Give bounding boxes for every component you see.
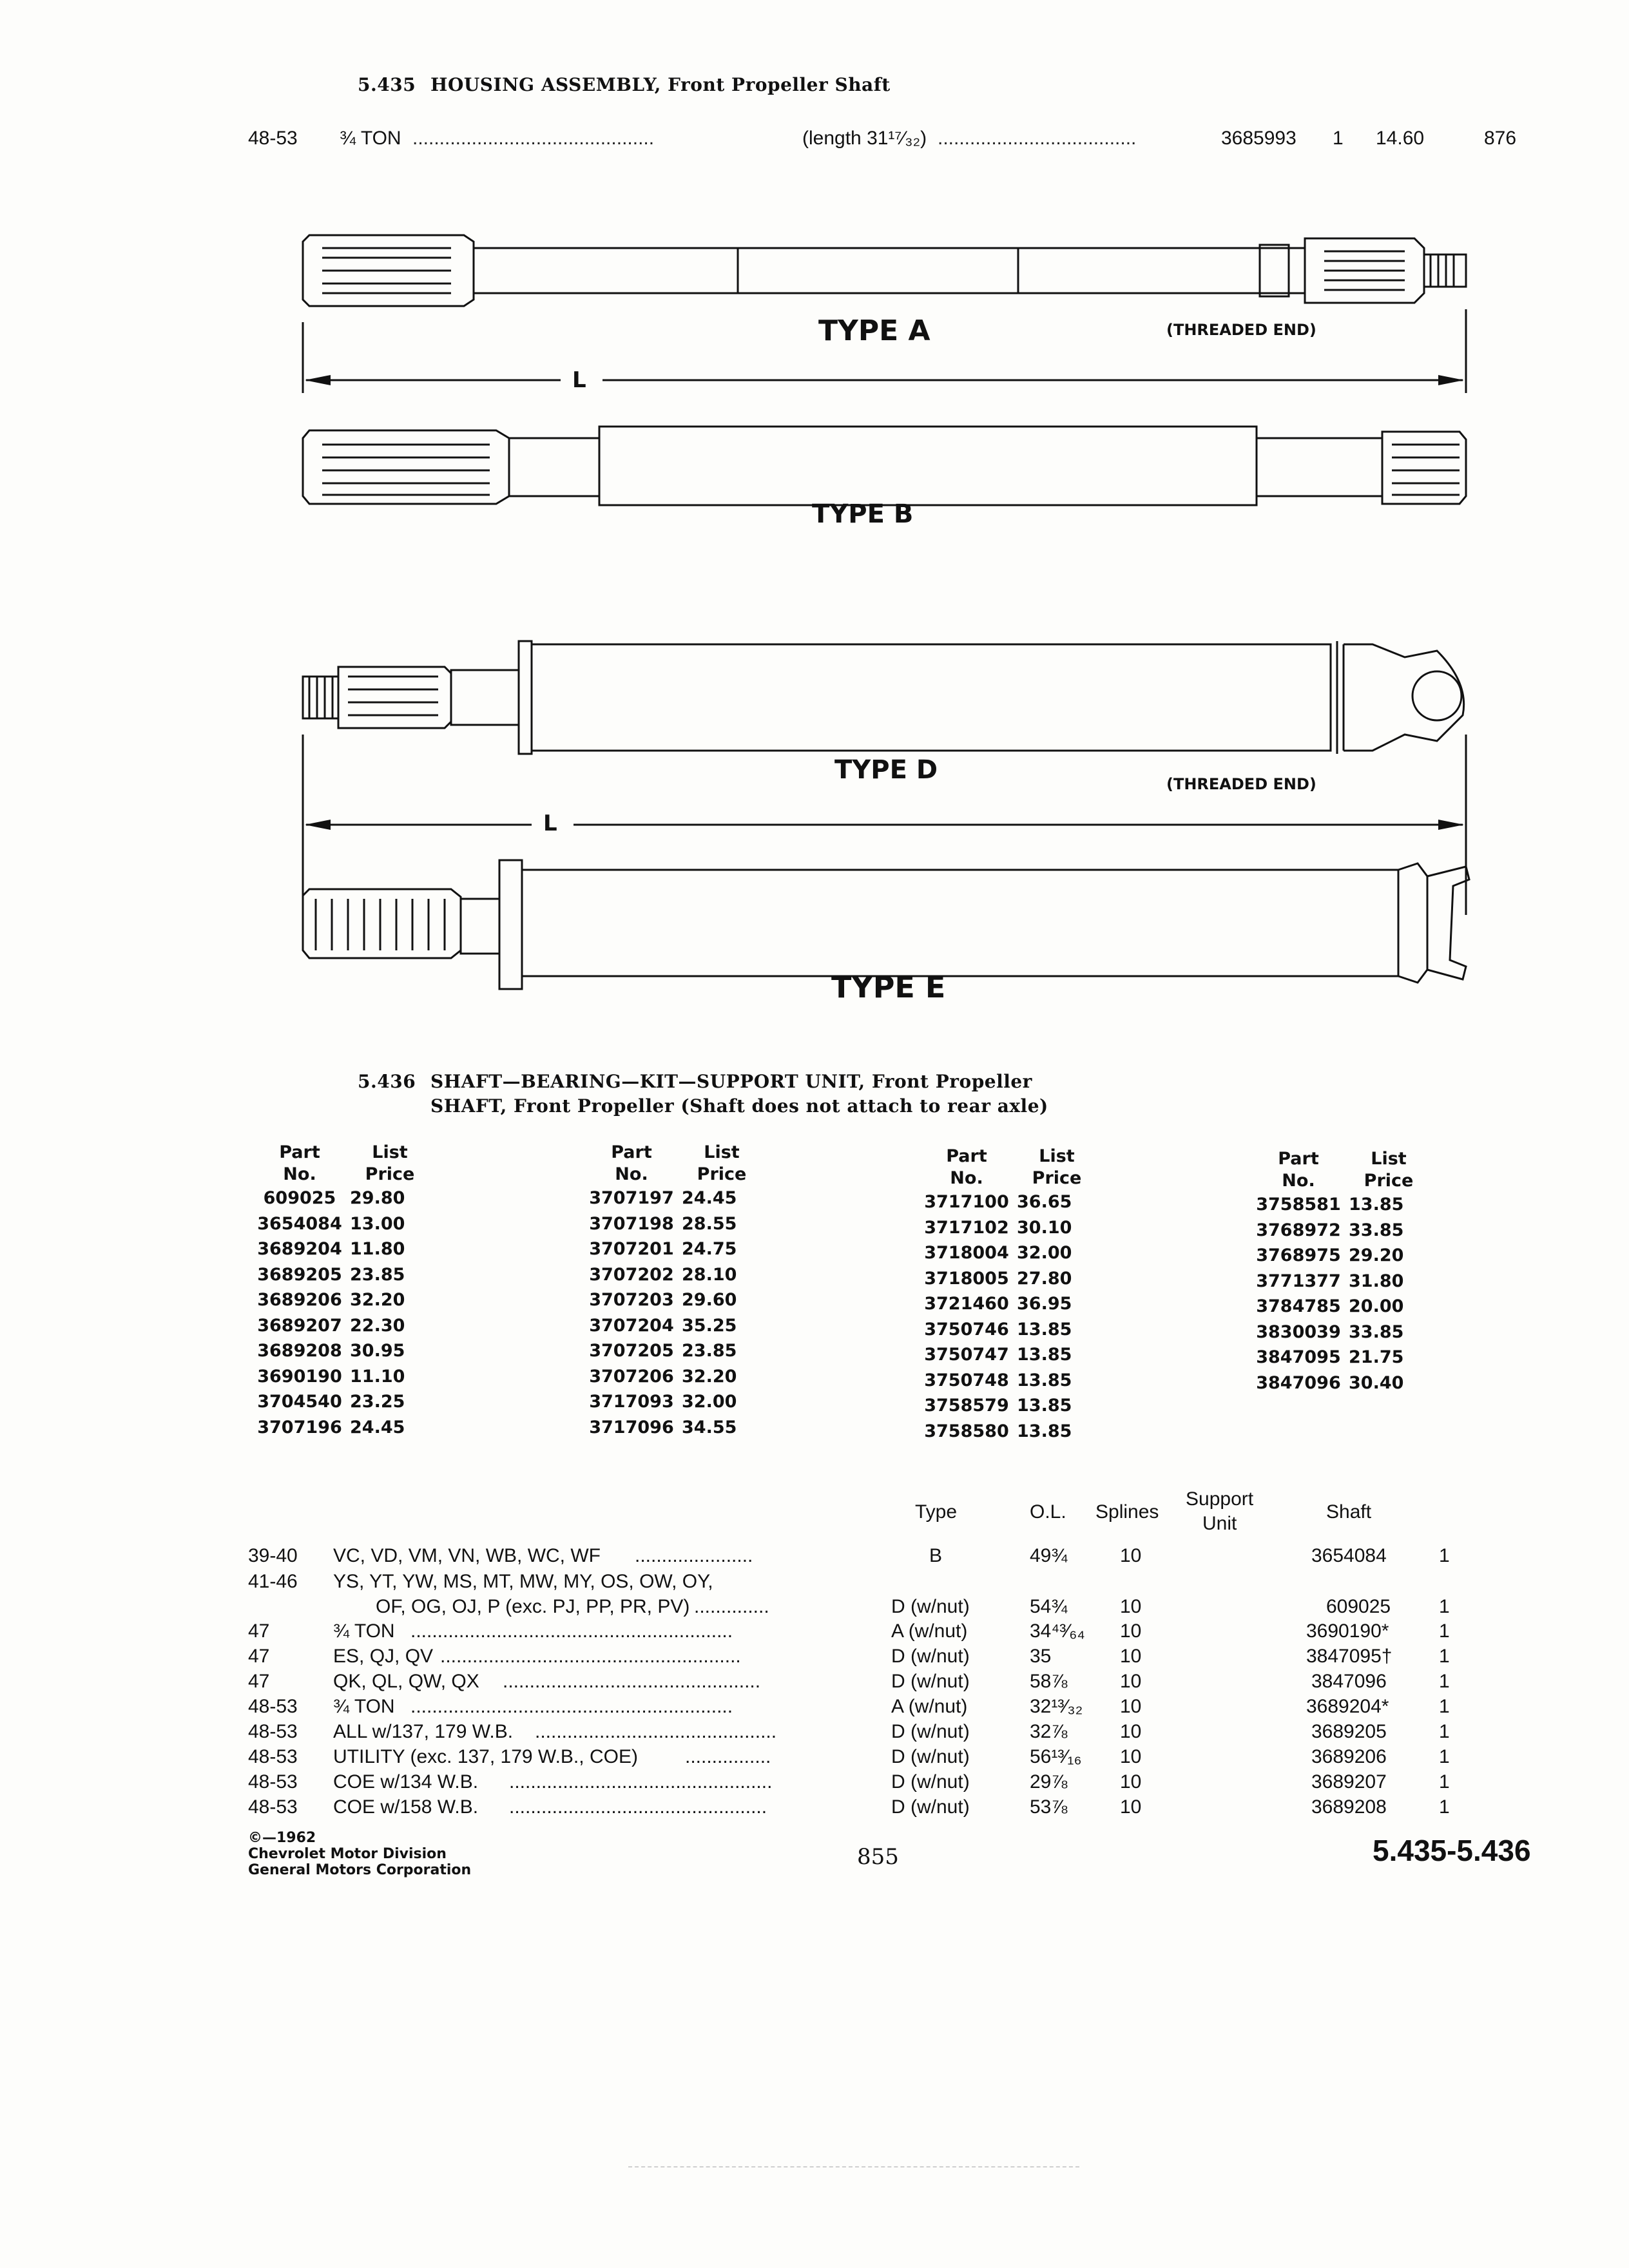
price-row: 3717096 34.55 [589,1417,737,1437]
list-header: List [1371,1149,1407,1169]
type-a-shaft-drawing [303,235,1466,306]
application-row: 48-53 ¾ TON ............................................................ A (w/nut) 32¹³⁄₃₂ 10 3689204* 1 [248,1696,1450,1717]
price-header: Price [697,1164,747,1184]
price-header: Price [365,1164,415,1184]
price-row: 3707204 35.25 [589,1315,737,1336]
col-header-support: Support [1186,1488,1254,1510]
price-column-3 [921,1146,1107,1444]
price-row: 3707198 28.55 [589,1213,737,1234]
header-years: 48-53 [248,128,298,149]
header-model: ¾ TON [340,128,401,149]
col-header-ol: O.L. [1030,1501,1066,1523]
length-label-d: L [543,811,557,836]
price-row: 3768972 33.85 [1256,1220,1404,1240]
application-row: 48-53 UTILITY (exc. 137, 179 W.B., COE) ................ D (w/nut) 56¹³⁄₁₆ 10 3689206 1 [248,1746,1450,1767]
header-price: 14.60 [1376,128,1425,149]
type-b-shaft-drawing [303,427,1466,505]
col-header-unit: Unit [1202,1513,1237,1534]
price-row: 3707201 24.75 [589,1239,737,1259]
type-a-label: TYPE A [818,314,930,347]
price-row: 3830039 33.85 [1256,1321,1404,1342]
part-header: Part [611,1142,652,1162]
col-header-shaft: Shaft [1326,1501,1372,1523]
price-row: 3750748 13.85 [924,1370,1072,1390]
header-part: 3685993 [1221,128,1296,149]
application-row: 41-46 YS, YT, YW, MS, MT, MW, MY, OS, OW, OY, [248,1571,713,1592]
header-qty: 1 [1333,128,1344,149]
no-header: No. [283,1164,316,1184]
section2-title-line2: SHAFT, Front Propeller (Shaft does not attach to rear axle) [430,1095,1048,1117]
application-row: 48-53 ALL w/137, 179 W.B. ............................................. D (w/nut) 32⅞ 10 3689205 1 [248,1721,1450,1742]
price-row: 3689208 30.95 [257,1341,405,1361]
price-row: 3784785 20.00 [1256,1296,1404,1316]
price-row: 3689207 22.30 [257,1315,405,1336]
price-row: 3718005 27.80 [924,1268,1072,1289]
price-row: 3717093 32.00 [589,1392,737,1412]
price-column-2 [586,1142,772,1440]
section2-title-line1: SHAFT—BEARING—KIT—SUPPORT UNIT, Front Propeller [430,1071,1032,1092]
col-header-type: Type [915,1501,958,1523]
list-header: List [372,1142,408,1162]
price-row: 3758581 13.85 [1256,1195,1404,1215]
part-header: Part [279,1142,320,1162]
price-row: 3707203 29.60 [589,1290,737,1310]
price-row: 3689206 32.20 [257,1290,405,1310]
price-row: 3689205 23.85 [257,1264,405,1285]
application-row: 47 ¾ TON ............................................................ A (w/nut) 34⁴³⁄₆₄ 10 3690190* 1 [248,1620,1450,1642]
application-row: 48-53 COE w/134 W.B. ................................................. D (w/nut) 29⅞ 10 3689207 1 [248,1771,1450,1792]
length-label-a: L [572,367,586,393]
scan-artifact-line [628,2166,1079,2167]
leader-dots: ............................................. [412,128,655,149]
price-row: 3707196 24.45 [257,1417,405,1437]
threaded-end-label-d: (THREADED END) [1166,775,1316,793]
col-header-splines: Splines [1095,1501,1159,1523]
copyright-year: ©—1962 [248,1830,316,1846]
price-row: 3758580 13.85 [924,1421,1072,1441]
price-row: 3707197 24.45 [589,1188,737,1208]
price-row: 3689204 11.80 [257,1239,405,1259]
list-header: List [704,1142,740,1162]
price-row: 3707206 32.20 [589,1366,737,1387]
application-row: 47 ES, QJ, QV ........................................................ D (w/nut) 35 10 3847095† 1 [248,1646,1450,1667]
no-header: No. [1282,1171,1315,1191]
price-row: 3707205 23.85 [589,1341,737,1361]
price-row: 3750747 13.85 [924,1345,1072,1365]
list-header: List [1039,1146,1075,1166]
price-row: 609025 29.80 [263,1188,405,1208]
price-row: 3717100 36.65 [924,1192,1072,1212]
type-b-label: TYPE B [812,499,914,529]
price-row: 3718004 32.00 [924,1243,1072,1263]
price-row: 3721460 36.95 [924,1294,1072,1314]
type-d-shaft-drawing [303,641,1464,754]
price-header: Price [1032,1168,1082,1188]
section2-number: 5.436 [358,1071,416,1092]
price-row: 3750746 13.85 [924,1319,1072,1340]
price-row: 3704540 23.25 [257,1392,405,1412]
header-page-ref: 876 [1484,128,1517,149]
page-number: 855 [857,1844,899,1870]
no-header: No. [950,1168,983,1188]
price-row: 3847095 21.75 [1256,1347,1404,1367]
price-column-1 [255,1142,440,1440]
part-header: Part [946,1146,987,1166]
price-header: Price [1364,1171,1414,1191]
type-e-label: TYPE E [831,970,946,1004]
price-column-4 [1253,1148,1439,1396]
price-row: 3758579 13.85 [924,1396,1072,1416]
leader-dots: ..................................... [938,128,1137,149]
price-row: 3771377 31.80 [1256,1271,1404,1291]
part-header: Part [1278,1149,1319,1169]
price-row: 3717102 30.10 [924,1217,1072,1238]
price-row: 3768975 29.20 [1256,1245,1404,1265]
type-d-label: TYPE D [834,755,938,785]
application-row: 39-40 VC, VD, VM, VN, WB, WC, WF ...................... B 49¾ 10 3654084 1 [248,1545,1450,1566]
header-length: (length 31¹⁷⁄₃₂) [802,128,927,149]
price-row: 3654084 13.00 [257,1213,405,1234]
price-row: 3847096 30.40 [1256,1372,1404,1393]
application-row: OF, OG, OJ, P (exc. PJ, PP, PR, PV) .............. D (w/nut) 54¾ 10 609025 1 [376,1596,1450,1617]
threaded-end-label-a: (THREADED END) [1166,321,1316,339]
application-row: 47 QK, QL, QW, QX ................................................ D (w/nut) 58⅞ 10 3847096 1 [248,1671,1450,1692]
price-row: 3707202 28.10 [589,1264,737,1285]
no-header: No. [615,1164,648,1184]
section-title: HOUSING ASSEMBLY, Front Propeller Shaft [430,74,891,95]
price-row: 3690190 11.10 [257,1366,405,1387]
copyright-division: Chevrolet Motor Division [248,1846,447,1862]
copyright-corporation: General Motors Corporation [248,1862,472,1878]
section-number: 5.435 [358,74,416,95]
section-range: 5.435-5.436 [1373,1834,1531,1867]
application-row: 48-53 COE w/158 W.B. ................................................ D (w/nut) 53⅞ 10 3689208 1 [248,1796,1450,1818]
